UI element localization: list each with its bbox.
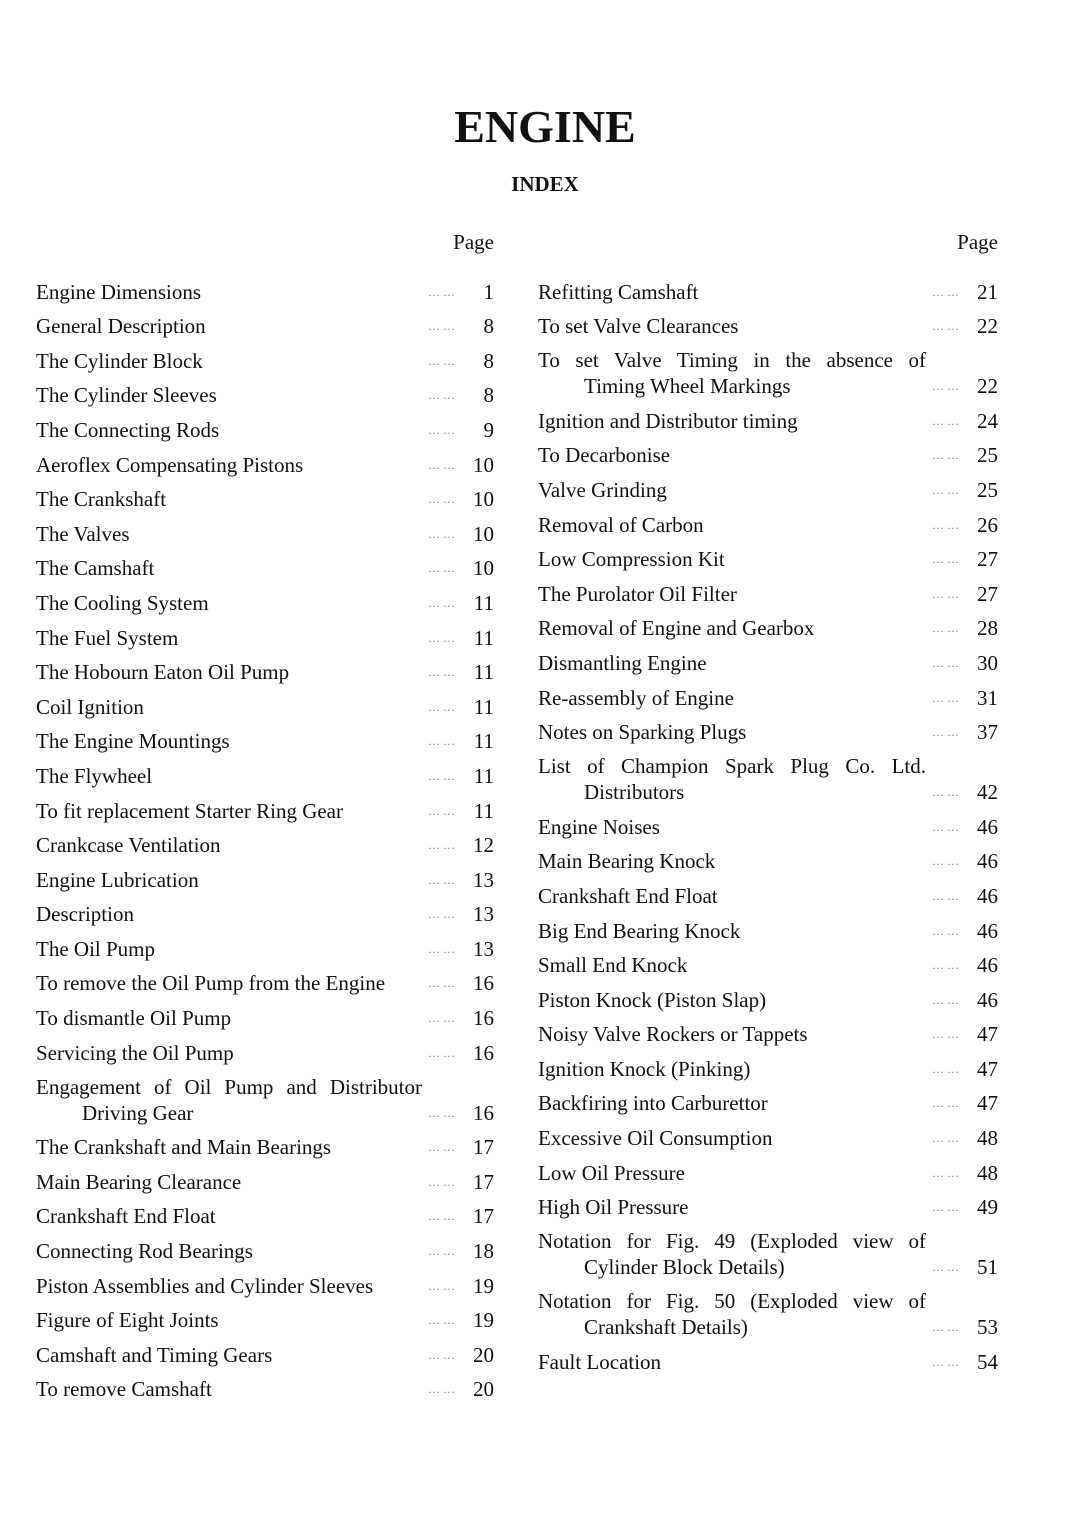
leader-dots: …… bbox=[428, 353, 458, 368]
leader-dots: …… bbox=[932, 1131, 962, 1146]
entry-page-number: 19 bbox=[473, 1308, 494, 1333]
entry-title: Fault Location bbox=[538, 1349, 662, 1374]
entry-title: Piston Knock (Piston Slap) bbox=[538, 987, 767, 1012]
index-entry[interactable] bbox=[36, 720, 494, 755]
entry-title bbox=[538, 347, 926, 399]
leader-dots: …… bbox=[428, 1209, 458, 1224]
leader-dots: …… bbox=[932, 690, 962, 705]
index-entry[interactable] bbox=[538, 1082, 998, 1117]
leader-dots: …… bbox=[428, 319, 458, 334]
index-entry[interactable] bbox=[36, 927, 494, 962]
entry-title: Valve Grinding bbox=[538, 477, 667, 502]
entry-title: Re-assembly of Engine bbox=[538, 685, 734, 710]
leader-dots: …… bbox=[932, 1354, 962, 1369]
index-entry[interactable] bbox=[538, 1340, 998, 1375]
page-title: ENGINE bbox=[454, 101, 636, 152]
index-entry[interactable] bbox=[538, 1047, 998, 1082]
leader-dots: …… bbox=[932, 413, 962, 428]
entry-page-number: 22 bbox=[977, 314, 998, 339]
entry-page-number: 11 bbox=[473, 729, 494, 754]
leader-dots: …… bbox=[932, 958, 962, 973]
entry-title-line2: Cylinder Block Details) bbox=[584, 1255, 785, 1280]
index-entry[interactable] bbox=[538, 745, 998, 805]
entry-title: Description bbox=[36, 902, 134, 927]
index-entry[interactable] bbox=[36, 1126, 494, 1161]
index-entry[interactable] bbox=[538, 503, 998, 538]
index-entry[interactable] bbox=[36, 305, 494, 340]
entry-title: Dismantling Engine bbox=[538, 650, 707, 675]
leader-dots: …… bbox=[428, 803, 458, 818]
leader-dots: …… bbox=[428, 1045, 458, 1060]
index-entry[interactable] bbox=[538, 1186, 998, 1221]
leader-dots: …… bbox=[932, 552, 962, 567]
entry-page-number: 19 bbox=[473, 1273, 494, 1298]
index-entry[interactable] bbox=[36, 651, 494, 686]
index-list-right bbox=[538, 270, 998, 1375]
entry-page-number: 11 bbox=[473, 763, 494, 788]
entry-page-number: 11 bbox=[473, 798, 494, 823]
entry-title: Backfiring into Carburettor bbox=[538, 1091, 768, 1116]
index-entry[interactable] bbox=[36, 1229, 494, 1264]
entry-page-number: 16 bbox=[473, 1100, 494, 1125]
index-entry[interactable] bbox=[36, 616, 494, 651]
index-entry[interactable] bbox=[36, 581, 494, 616]
entry-page-number: 8 bbox=[483, 383, 494, 408]
entry-title: High Oil Pressure bbox=[538, 1195, 689, 1220]
index-column-right bbox=[538, 230, 998, 1375]
index-entry[interactable] bbox=[538, 1013, 998, 1048]
leader-dots: …… bbox=[932, 725, 962, 740]
entry-page-number: 46 bbox=[977, 953, 998, 978]
entry-title: The Engine Mountings bbox=[36, 729, 230, 754]
entry-page-number: 13 bbox=[473, 902, 494, 927]
leader-dots: …… bbox=[428, 457, 458, 472]
entry-title: The Cooling System bbox=[36, 590, 209, 615]
entry-title: Engine Noises bbox=[538, 814, 660, 839]
entry-page-number: 46 bbox=[977, 918, 998, 943]
entry-title-line2: Distributors bbox=[584, 780, 685, 805]
entry-page-number: 11 bbox=[473, 590, 494, 615]
leader-dots: …… bbox=[428, 872, 458, 887]
index-entry[interactable] bbox=[36, 408, 494, 443]
leader-dots: …… bbox=[428, 1105, 458, 1120]
leader-dots: …… bbox=[428, 768, 458, 783]
entry-title: The Purolator Oil Filter bbox=[538, 581, 737, 606]
leader-dots: …… bbox=[932, 379, 962, 394]
leader-dots: …… bbox=[428, 699, 458, 714]
entry-title: To set Valve Clearances bbox=[538, 314, 739, 339]
entry-page-number: 25 bbox=[977, 443, 998, 468]
entry-title: Big End Bearing Knock bbox=[538, 918, 741, 943]
entry-page-number: 47 bbox=[977, 1091, 998, 1116]
entry-page-number: 47 bbox=[977, 1022, 998, 1047]
entry-page-number: 26 bbox=[977, 512, 998, 537]
index-entry[interactable] bbox=[538, 944, 998, 979]
leader-dots: …… bbox=[428, 1244, 458, 1259]
entry-page-number: 46 bbox=[977, 849, 998, 874]
leader-dots: …… bbox=[428, 941, 458, 956]
leader-dots: …… bbox=[932, 517, 962, 532]
entry-title: Crankshaft End Float bbox=[36, 1204, 216, 1229]
index-entry[interactable] bbox=[538, 607, 998, 642]
index-entry[interactable] bbox=[36, 754, 494, 789]
leader-dots: …… bbox=[428, 595, 458, 610]
index-entry[interactable] bbox=[36, 962, 494, 997]
entry-title: Piston Assemblies and Cylinder Sleeves bbox=[36, 1273, 374, 1298]
entry-page-number: 13 bbox=[473, 936, 494, 961]
entry-page-number: 46 bbox=[977, 814, 998, 839]
entry-page-number: 18 bbox=[473, 1239, 494, 1264]
leader-dots: …… bbox=[932, 923, 962, 938]
index-entry[interactable] bbox=[36, 443, 494, 478]
entry-title: Noisy Valve Rockers or Tappets bbox=[538, 1022, 808, 1047]
index-entry[interactable] bbox=[538, 399, 998, 434]
index-entry[interactable] bbox=[36, 685, 494, 720]
leader-dots: …… bbox=[428, 388, 458, 403]
entry-title: Low Compression Kit bbox=[538, 547, 725, 572]
leader-dots: …… bbox=[932, 284, 962, 299]
entry-page-number: 21 bbox=[977, 279, 998, 304]
entry-page-number: 10 bbox=[473, 487, 494, 512]
entry-page-number: 49 bbox=[977, 1195, 998, 1220]
index-entry[interactable] bbox=[36, 1066, 494, 1126]
entry-page-number: 47 bbox=[977, 1056, 998, 1081]
entry-page-number: 48 bbox=[977, 1160, 998, 1185]
entry-title: Main Bearing Clearance bbox=[36, 1169, 242, 1194]
entry-title: Engine Dimensions bbox=[36, 279, 202, 304]
index-entry[interactable] bbox=[538, 1220, 998, 1280]
leader-dots: …… bbox=[428, 284, 458, 299]
entry-title-line1: Engagement of Oil Pump and Distributor bbox=[36, 1074, 422, 1099]
entry-title: Figure of Eight Joints bbox=[36, 1308, 219, 1333]
leader-dots: …… bbox=[428, 492, 458, 507]
index-entry[interactable] bbox=[36, 374, 494, 409]
leader-dots: …… bbox=[932, 854, 962, 869]
leader-dots: …… bbox=[932, 1260, 962, 1275]
leader-dots: …… bbox=[932, 655, 962, 670]
index-entry[interactable] bbox=[538, 840, 998, 875]
entry-title: Camshaft and Timing Gears bbox=[36, 1342, 273, 1367]
index-entry[interactable] bbox=[538, 641, 998, 676]
entry-page-number: 20 bbox=[473, 1377, 494, 1402]
page-column-header: Page bbox=[453, 230, 494, 254]
entry-page-number: 20 bbox=[473, 1342, 494, 1367]
entry-title: To remove the Oil Pump from the Engine bbox=[36, 971, 386, 996]
index-entry[interactable] bbox=[538, 305, 998, 340]
index-entry[interactable] bbox=[36, 1368, 494, 1403]
entry-title: Connecting Rod Bearings bbox=[36, 1239, 253, 1264]
leader-dots: …… bbox=[428, 665, 458, 680]
entry-page-number: 51 bbox=[977, 1255, 998, 1280]
entry-title: Engine Lubrication bbox=[36, 867, 199, 892]
entry-title-line1: Notation for Fig. 49 (Exploded view of bbox=[538, 1229, 926, 1254]
entry-title: Aeroflex Compensating Pistons bbox=[36, 452, 304, 477]
leader-dots: …… bbox=[428, 907, 458, 922]
entry-title: Crankcase Ventilation bbox=[36, 833, 221, 858]
index-entry[interactable] bbox=[538, 1151, 998, 1186]
entry-page-number: 22 bbox=[977, 374, 998, 399]
index-entry[interactable] bbox=[538, 1116, 998, 1151]
entry-title: To Decarbonise bbox=[538, 443, 671, 468]
leader-dots: …… bbox=[932, 319, 962, 334]
entry-title bbox=[538, 753, 926, 805]
index-entry[interactable] bbox=[538, 711, 998, 746]
index-entry[interactable] bbox=[36, 1264, 494, 1299]
entry-title: The Crankshaft bbox=[36, 487, 167, 512]
entry-page-number: 37 bbox=[977, 720, 998, 745]
entry-page-number: 16 bbox=[473, 1040, 494, 1065]
index-entry[interactable] bbox=[36, 789, 494, 824]
index-entry[interactable] bbox=[538, 468, 998, 503]
index-entry[interactable] bbox=[538, 270, 998, 305]
entry-title-line1: To set Valve Timing in the absence of bbox=[538, 348, 926, 373]
index-column-left bbox=[36, 230, 494, 1402]
index-entry[interactable] bbox=[36, 824, 494, 859]
index-entry[interactable] bbox=[36, 270, 494, 305]
index-entry[interactable] bbox=[36, 1299, 494, 1334]
index-entry[interactable] bbox=[538, 805, 998, 840]
entry-title: Low Oil Pressure bbox=[538, 1160, 685, 1185]
entry-title: The Camshaft bbox=[36, 556, 155, 581]
entry-page-number: 17 bbox=[473, 1135, 494, 1160]
index-entry[interactable] bbox=[36, 1195, 494, 1230]
entry-page-number: 17 bbox=[473, 1169, 494, 1194]
leader-dots: …… bbox=[428, 526, 458, 541]
entry-page-number: 53 bbox=[977, 1315, 998, 1340]
index-entry[interactable] bbox=[36, 858, 494, 893]
leader-dots: …… bbox=[932, 448, 962, 463]
leader-dots: …… bbox=[932, 482, 962, 497]
index-entry[interactable] bbox=[538, 434, 998, 469]
entry-page-number: 27 bbox=[977, 547, 998, 572]
entry-title: Notes on Sparking Plugs bbox=[538, 720, 747, 745]
leader-dots: …… bbox=[932, 1165, 962, 1180]
leader-dots: …… bbox=[932, 621, 962, 636]
index-list-left bbox=[36, 270, 494, 1402]
entry-page-number: 46 bbox=[977, 883, 998, 908]
leader-dots: …… bbox=[932, 1061, 962, 1076]
entry-page-number: 13 bbox=[473, 867, 494, 892]
leader-dots: …… bbox=[932, 992, 962, 1007]
index-entry[interactable] bbox=[36, 1333, 494, 1368]
entry-page-number: 8 bbox=[483, 348, 494, 373]
leader-dots: …… bbox=[932, 888, 962, 903]
entry-page-number: 42 bbox=[977, 780, 998, 805]
index-entry[interactable] bbox=[538, 909, 998, 944]
leader-dots: …… bbox=[428, 422, 458, 437]
entry-page-number: 46 bbox=[977, 987, 998, 1012]
entry-page-number: 31 bbox=[977, 685, 998, 710]
entry-page-number: 11 bbox=[473, 694, 494, 719]
leader-dots: …… bbox=[428, 630, 458, 645]
index-entry[interactable] bbox=[36, 339, 494, 374]
index-entry[interactable] bbox=[538, 978, 998, 1013]
entry-title bbox=[36, 1074, 422, 1126]
entry-page-number: 48 bbox=[977, 1126, 998, 1151]
leader-dots: …… bbox=[932, 1320, 962, 1335]
entry-title: To remove Camshaft bbox=[36, 1377, 212, 1402]
index-entry[interactable] bbox=[36, 893, 494, 928]
entry-title: The Cylinder Block bbox=[36, 348, 203, 373]
entry-title-line2: Timing Wheel Markings bbox=[584, 374, 791, 399]
leader-dots: …… bbox=[428, 1278, 458, 1293]
leader-dots: …… bbox=[932, 1200, 962, 1215]
entry-title: Small End Knock bbox=[538, 953, 688, 978]
entry-title: Removal of Engine and Gearbox bbox=[538, 616, 815, 641]
entry-title: Excessive Oil Consumption bbox=[538, 1126, 773, 1151]
leader-dots: …… bbox=[428, 734, 458, 749]
entry-page-number: 1 bbox=[483, 279, 494, 304]
index-entry[interactable] bbox=[538, 538, 998, 573]
entry-title: Crankshaft End Float bbox=[538, 883, 718, 908]
leader-dots: …… bbox=[428, 838, 458, 853]
entry-page-number: 17 bbox=[473, 1204, 494, 1229]
entry-title-line1: List of Champion Spark Plug Co. Ltd. bbox=[538, 754, 926, 779]
entry-page-number: 10 bbox=[473, 452, 494, 477]
entry-title: To dismantle Oil Pump bbox=[36, 1006, 232, 1031]
index-entry[interactable] bbox=[36, 1160, 494, 1195]
entry-title-line2: Driving Gear bbox=[82, 1100, 194, 1125]
entry-page-number: 12 bbox=[473, 833, 494, 858]
leader-dots: …… bbox=[428, 1347, 458, 1362]
entry-title: The Fuel System bbox=[36, 625, 179, 650]
page-subtitle: INDEX bbox=[511, 172, 579, 196]
entry-title: The Valves bbox=[36, 521, 130, 546]
entry-page-number: 10 bbox=[473, 556, 494, 581]
entry-page-number: 16 bbox=[473, 1006, 494, 1031]
leader-dots: …… bbox=[932, 1027, 962, 1042]
entry-page-number: 16 bbox=[473, 971, 494, 996]
index-entry[interactable] bbox=[538, 339, 998, 399]
index-entry[interactable] bbox=[538, 676, 998, 711]
leader-dots: …… bbox=[428, 1140, 458, 1155]
leader-dots: …… bbox=[932, 1096, 962, 1111]
leader-dots: …… bbox=[428, 976, 458, 991]
entry-page-number: 8 bbox=[483, 314, 494, 339]
entry-page-number: 54 bbox=[977, 1349, 998, 1374]
entry-title: The Connecting Rods bbox=[36, 417, 220, 442]
entry-page-number: 24 bbox=[977, 408, 998, 433]
leader-dots: …… bbox=[428, 1011, 458, 1026]
entry-title: The Crankshaft and Main Bearings bbox=[36, 1135, 332, 1160]
leader-dots: …… bbox=[932, 819, 962, 834]
index-entry[interactable] bbox=[36, 1031, 494, 1066]
entry-title: Ignition Knock (Pinking) bbox=[538, 1056, 751, 1081]
entry-page-number: 30 bbox=[977, 650, 998, 675]
entry-page-number: 11 bbox=[473, 660, 494, 685]
leader-dots: …… bbox=[932, 586, 962, 601]
entry-page-number: 28 bbox=[977, 616, 998, 641]
leader-dots: …… bbox=[932, 785, 962, 800]
entry-title-line2: Crankshaft Details) bbox=[584, 1315, 748, 1340]
leader-dots: …… bbox=[428, 1174, 458, 1189]
entry-title: The Hobourn Eaton Oil Pump bbox=[36, 660, 290, 685]
entry-title: Main Bearing Knock bbox=[538, 849, 716, 874]
entry-title: General Description bbox=[36, 314, 206, 339]
index-entry[interactable] bbox=[36, 512, 494, 547]
entry-page-number: 11 bbox=[473, 625, 494, 650]
entry-title: Servicing the Oil Pump bbox=[36, 1040, 234, 1065]
index-entry[interactable] bbox=[36, 478, 494, 513]
entry-page-number: 9 bbox=[483, 417, 494, 442]
index-entry[interactable] bbox=[538, 874, 998, 909]
entry-page-number: 25 bbox=[977, 477, 998, 502]
entry-title: Removal of Carbon bbox=[538, 512, 704, 537]
entry-title: The Oil Pump bbox=[36, 936, 155, 961]
index-entry[interactable] bbox=[538, 572, 998, 607]
entry-title-line1: Notation for Fig. 50 (Exploded view of bbox=[538, 1289, 926, 1314]
entry-title bbox=[538, 1228, 926, 1280]
page-column-header: Page bbox=[957, 230, 998, 254]
index-entry[interactable] bbox=[36, 547, 494, 582]
leader-dots: …… bbox=[428, 1313, 458, 1328]
entry-page-number: 27 bbox=[977, 581, 998, 606]
entry-title bbox=[538, 1288, 926, 1340]
entry-title: Ignition and Distributor timing bbox=[538, 408, 798, 433]
index-entry[interactable] bbox=[538, 1280, 998, 1340]
index-entry[interactable] bbox=[36, 996, 494, 1031]
entry-title: Refitting Camshaft bbox=[538, 279, 699, 304]
entry-title: Coil Ignition bbox=[36, 694, 144, 719]
entry-title: The Flywheel bbox=[36, 763, 153, 788]
leader-dots: …… bbox=[428, 1382, 458, 1397]
entry-title: The Cylinder Sleeves bbox=[36, 383, 217, 408]
entry-title: To fit replacement Starter Ring Gear bbox=[36, 798, 343, 823]
leader-dots: …… bbox=[428, 561, 458, 576]
entry-page-number: 10 bbox=[473, 521, 494, 546]
